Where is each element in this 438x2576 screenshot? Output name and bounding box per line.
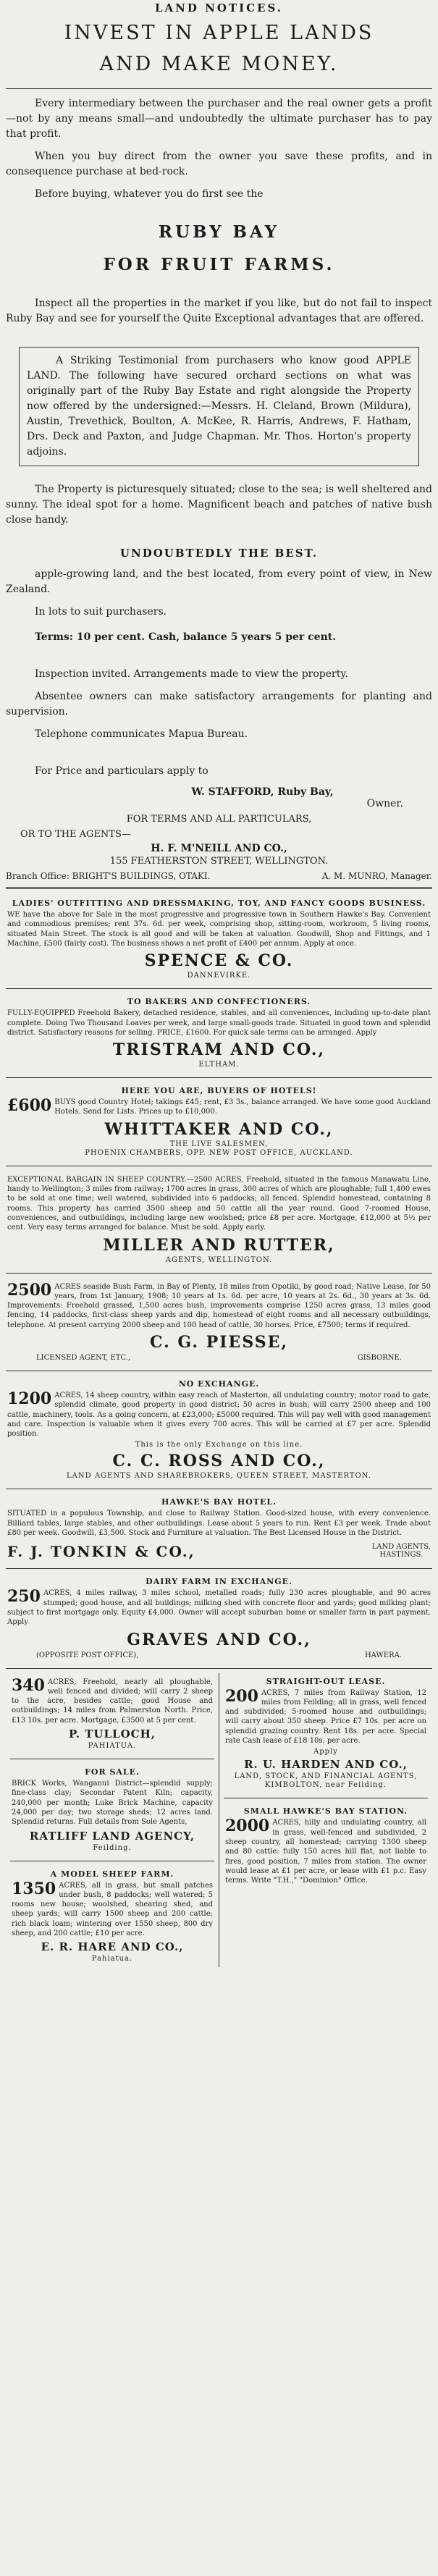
divider <box>6 988 432 989</box>
ruby-p2: When you buy direct from the owner you save these profits, and in consequence purchase at bed-rock. <box>6 151 432 178</box>
ruby-p3: Before buying, whatever you do first see the <box>35 188 264 201</box>
ruby-best: UNDOUBTEDLY THE BEST. <box>119 547 319 560</box>
ratliff-advert <box>10 1764 214 1856</box>
harden-acres: 200 <box>225 1686 258 1706</box>
tonkin-sign <box>7 1540 431 1562</box>
miller-advert <box>6 1171 432 1268</box>
tonkin-line2: HASTINGS. <box>379 1551 424 1560</box>
hare-body: ACRES, all in grass, but small patches under bush, 8 paddocks; well watered; 5 rooms new house; woolshed, shearing shed, and sheep yards; will carry 1500 sheep and 200 cattle; rich black loam; wintering over 1550 sheep, 800 dry sheep, and 200 cattle; £10 per acre. <box>12 1881 213 1937</box>
spence-body: WE have the above for Sale in the most progressive and progressive town in Southern Hawke's Bay. Convenient and commodious premises; rent 37s. 6d. per week, comprising shop, sitting-room, workroom, 5 living rooms, situated Main Street. The stock is all good and will be taken at valuation. Goodwill, Shop and Fittings, and 1 Machine, £500 (fairly cost). The business shows a net profit of £400 per annum. Apply at once. <box>7 911 431 948</box>
section-header: LAND NOTICES. <box>155 1 283 14</box>
harden-heading: STRAIGHT-OUT LEASE. <box>266 1676 386 1686</box>
spence-heading: LADIES' OUTFITTING AND DRESSMAKING, TOY, AND FANCY GOODS BUSINESS. <box>12 898 426 909</box>
graves-lines <box>7 1651 431 1659</box>
whittaker-line1: THE LIVE SALESMEN, <box>169 1140 269 1148</box>
spence-name: SPENCE & CO. <box>144 951 294 971</box>
ruby-p9: Absentee owners can make satisfactory arrangements for planting and supervision. <box>6 691 432 718</box>
divider <box>6 88 432 89</box>
testimonial-box <box>19 347 419 466</box>
ruby-p6: apple-growing land, and the best located, from every point of view, in New Zealand. <box>6 568 432 596</box>
piesse-acres: 2500 <box>7 1280 52 1300</box>
station-body: ACRES, hilly and undulating country, all in grass, well-fenced and subdivided, 2 sheep country, all homestead; carrying 1300 sheep and 80 cattle: fully 150 acres hill flat, not liable to fires, good position, 7 miles from station. The owner would lease at £1 per acre, or lease with £1 p.c. Easy terms. Write "T.H.," "Dominion" Office. <box>225 1819 426 1885</box>
harden-name: R. U. HARDEN AND CO., <box>244 1758 408 1772</box>
ruby-bay-advert <box>6 22 432 881</box>
tonkin-heading: HAWKE'S BAY HOTEL. <box>161 1497 277 1507</box>
piesse-name: C. G. PIESSE, <box>149 1332 289 1352</box>
tonkin-body: SITUATED in a populous Township, and close to Railway Station. Good-sized house, with every convenience. Billiard tables, large stables, and other outbuildings. Lease about 5 years to run. Rent £3 per week. Trade about £80 per week. Goodwill, £3,500. Stock and Furniture at valuation. The Best Licensed House in the District. <box>7 1510 431 1538</box>
miller-town: AGENTS, WELLINGTON. <box>165 1255 273 1264</box>
ross-foot: This is the only Exchange on this line. <box>135 1441 303 1449</box>
piesse-body: ACRES seaside Bush Farm, in Bay of Plenty, 18 miles from Opotiki, by good road; Native Lease, for 50 years, from 1st January, 1908; 10 years at 1s. 6d. per acre, 10 years at 2s. 6d., 30 years at 3s. 6d. Improvements: Freehold grassed, 1,500 acres bush, improvements comprise 1250 acres grass, 13 miles good fencing, 14 paddocks, first-class sheep yards and dip, homestead of eight rooms and all necessary outbuildings, telephone. At present carrying 2000 sheep and 100 head of cattle, 30 horses. Price, £7500; terms if required. <box>7 1282 431 1329</box>
ruby-p7: In lots to suit purchasers. <box>35 606 167 618</box>
harden-body: ACRES, 7 miles from Railway Station, 12 miles from Feilding; all in grass, well fenced and subdivided; 5-roomed house and outbuildings; will carry about 350 sheep. Price £7 10s. per acre on splendid grazing country. Rent 18s. per acre. Special rate Cash lease of £18 10s. per acre. <box>225 1688 426 1746</box>
tristram-advert <box>6 993 432 1073</box>
hare-acres: 1350 <box>12 1879 56 1898</box>
ruby-p5: The Property is picturesquely situated; close to the sea; is well sheltered and sunny. The ideal spot for a home. Magnificent beach and patches of native bush close handy. <box>6 484 432 526</box>
hare-heading: A MODEL SHEEP FARM. <box>50 1869 174 1879</box>
ruby-terms: Terms: 10 per cent. Cash, balance 5 years 5 per cent. <box>35 631 337 644</box>
ruby-branch: Branch Office: BRIGHT'S BUILDINGS, OTAKI. <box>6 871 211 882</box>
tonkin-line1: LAND AGENTS, <box>371 1543 431 1552</box>
testimonial-text: A Striking Testimonial from purchasers who know good APPLE LAND. The following have secured orchard sections on what was originally part of the Ruby Bay Estate and right alongside the Property now offered by the undersigned:—Messrs. H. Cleland, Brown (Mildura), Austin, Trevethick, Boulton, A. McKee, R. Harris, Andrews, F. Hatham, Drs. Deck and Paxton, and Judge Chapman. Mr. Thos. Horton's property adjoins. <box>27 355 411 458</box>
harden-advert <box>224 1673 428 1794</box>
station-acres: 2000 <box>225 1817 270 1836</box>
newspaper-page <box>6 0 432 2570</box>
ross-name: C. C. ROSS AND CO., <box>112 1452 326 1471</box>
graves-advert <box>6 1573 432 1663</box>
ruby-agent: W. STAFFORD, Ruby Bay, <box>191 786 334 799</box>
graves-name: GRAVES AND CO., <box>127 1630 311 1649</box>
whittaker-line2: PHOENIX CHAMBERS, OPP. NEW POST OFFICE, AUCKLAND. <box>85 1148 353 1157</box>
harden-line2: KIMBOLTON, near Feilding. <box>264 1781 387 1790</box>
ruby-p10: Telephone communicates Mapua Bureau. <box>35 728 248 741</box>
ruby-branch-row <box>6 871 432 881</box>
two-column-adverts <box>6 1673 432 1968</box>
hare-advert <box>10 1866 214 1968</box>
ross-body: ACRES, 14 sheep country, within easy reach of Masterton, all undulating country; motor road to gate, splendid climate, good property in good district; 50 acres in bush; will carry 2500 sheep and 100 cattle, machinery, tools. As a going concern, at £23,000; £5000 required. This will pay well with good management and care. Inspection is valuable when it gives every 700 acres. This will be carried at £7 per acre. Splendid position. <box>7 1391 431 1439</box>
miller-body: EXCEPTIONAL BARGAIN IN SHEEP COUNTRY.—2500 ACRES, Freehold, situated in the famous Manawatu Line, handy to Wellington; 3 miles from railway; 1700 acres in grass, 300 acres of which are ploughable; full 1,400 ewes to be sold at one time; well watered, subdivided into 6 paddocks; all fenced. Splendid homestead, containing 8 rooms. This property has carried 3500 sheep and 50 cattle all the year round. Good 7-roomed House, conveniences, and outbuildings, including large new woolshed; price £8 per acre. Mortgage, £12,000 at 5½ per cent. Very easy terms arranged for balance. Must be sold. Apply early. <box>7 1175 431 1232</box>
ruby-owner: Owner. <box>366 798 403 810</box>
ruby-p13: OR TO THE AGENTS— <box>20 829 131 841</box>
piesse-line1: LICENSED AGENT, ETC., <box>36 1353 131 1362</box>
ruby-manager: A. M. MUNRO, Manager. <box>321 871 432 882</box>
ruby-p11: For Price and particulars apply to <box>35 765 209 778</box>
ruby-p12: FOR TERMS AND ALL PARTICULARS, <box>126 814 312 825</box>
ruby-p4: Inspect all the properties in the market if you like, but do not fail to inspect Ruby Bay and see for yourself the Quite Exceptional advantages that are offered. <box>6 298 432 325</box>
tulloch-name: P. TULLOCH, <box>69 1727 156 1741</box>
whittaker-name: WHITTAKER AND CO., <box>104 1119 334 1139</box>
ross-advert <box>6 1376 432 1484</box>
divider <box>6 887 432 889</box>
tonkin-advert <box>6 1494 432 1564</box>
divider <box>6 1568 432 1569</box>
ruby-p1: Every intermediary between the purchaser and the real owner gets a profit—not by any means small—and undoubtedly the ultimate purchaser has to pay that profit. <box>6 98 432 140</box>
ruby-p8: Inspection invited. Arrangements made to view the property. <box>35 668 348 681</box>
left-column <box>6 1673 219 1968</box>
piesse-lines <box>7 1354 431 1362</box>
tristram-town: ELTHAM. <box>198 1061 240 1069</box>
divider <box>6 1668 432 1669</box>
harden-apply: Apply <box>313 1748 338 1756</box>
tristram-body: FULLY-EQUIPPED Freehold Bakery, detached residence, stables, and all conveniences, including up-to-date plant complete. Doing Two Thousand Loaves per week, and large small-goods trade. Situated in good town and splendid district. Satisfactory reasons for selling. PRICE, £1600. For quick sale terms can be arranged. Apply <box>7 1009 431 1037</box>
tulloch-town: PAHIATUA. <box>88 1742 137 1751</box>
tulloch-acres: 340 <box>12 1675 45 1695</box>
ratliff-town: Feilding. <box>93 1843 132 1852</box>
tulloch-advert <box>10 1673 214 1754</box>
ratliff-name: RATLIFF LAND AGENCY, <box>29 1829 195 1843</box>
ruby-agents: H. F. M'NEILL AND CO., <box>151 843 287 855</box>
whittaker-advert <box>6 1082 432 1161</box>
tristram-heading: TO BAKERS AND CONFECTIONERS. <box>127 997 311 1007</box>
miller-name: MILLER AND RUTTER, <box>103 1235 335 1255</box>
tonkin-name: F. J. TONKIN & CO., <box>7 1543 195 1561</box>
divider <box>6 1273 432 1274</box>
graves-heading: DAIRY FARM IN EXCHANGE. <box>146 1577 292 1587</box>
whittaker-price: £600 <box>7 1096 52 1116</box>
whittaker-heading: HERE YOU ARE, BUYERS OF HOTELS! <box>121 1086 317 1096</box>
ratliff-body: BRICK Works, Wanganui District—splendid supply; fine-class clay; Secondar Patent Kiln; capacity, 240,000 per month; Luke Brick Machine, capacity 24,000 per day; two storage sheds; 12 acres land. Splendid returns. Full details from Sole Agents, <box>12 1780 213 1827</box>
tonkin-address <box>372 1543 431 1559</box>
ross-line1: LAND AGENTS AND SHAREBROKERS, QUEEN STREET, MASTERTON. <box>67 1472 371 1481</box>
graves-acres: 250 <box>7 1587 41 1607</box>
ratliff-heading: FOR SALE. <box>85 1767 140 1777</box>
spence-town: DANNEVIRKE. <box>187 972 251 980</box>
spence-advert <box>6 895 432 984</box>
harden-line1: LAND, STOCK, AND FINANCIAL AGENTS, <box>234 1772 418 1781</box>
tulloch-body: ACRES, Freehold, nearly all ploughable, well fenced and divided; will carry 2 sheep to the acre, besides cattle; good House and outbuildings; 14 miles from Palmerston North. Price, £13 10s. per acre. Mortgage, £3500 at 5 per cent. <box>12 1678 213 1725</box>
tristram-name: TRISTRAM AND CO., <box>112 1040 326 1060</box>
ross-acres: 1200 <box>7 1389 52 1408</box>
ruby-address: 155 FEATHERSTON STREET, WELLINGTON. <box>109 856 329 867</box>
graves-line1: (OPPOSITE POST OFFICE), <box>36 1651 139 1659</box>
ruby-title: INVEST IN APPLE LANDS <box>64 22 374 44</box>
station-heading: SMALL HAWKE'S BAY STATION. <box>243 1806 408 1817</box>
right-column <box>219 1673 432 1968</box>
piesse-advert <box>6 1278 432 1366</box>
piesse-line2: GISBORNE. <box>357 1353 402 1362</box>
ruby-subtitle: AND MAKE MONEY. <box>99 53 339 76</box>
ruby-subname: FOR FRUIT FARMS. <box>103 255 335 275</box>
hare-town: Pahiatua. <box>91 1955 133 1963</box>
station-advert <box>224 1803 428 1890</box>
whittaker-body: BUYS good Country Hotel; takings £45; rent, £3 3s., balance arranged. We have some good Auckland Hotels. Send for Lists. Prices up to £10,000. <box>54 1098 431 1116</box>
graves-line2: HAWERA. <box>364 1651 402 1659</box>
hare-name: E. R. HARE AND CO., <box>41 1940 184 1954</box>
ruby-name: RUBY BAY <box>158 222 280 243</box>
ross-heading: NO EXCHANGE. <box>178 1379 260 1389</box>
divider <box>6 1077 432 1078</box>
graves-body: ACRES, 4 miles railway, 3 miles school, metalled roads; fully 230 acres ploughable, and 90 acres stumped; good house, and all buildings; milking shed with concrete floor and yards; good milking plant; subject to first mortgage only. Equity £4,000. Owner will accept suburban home or smaller farm in part payment. Apply <box>7 1589 431 1627</box>
